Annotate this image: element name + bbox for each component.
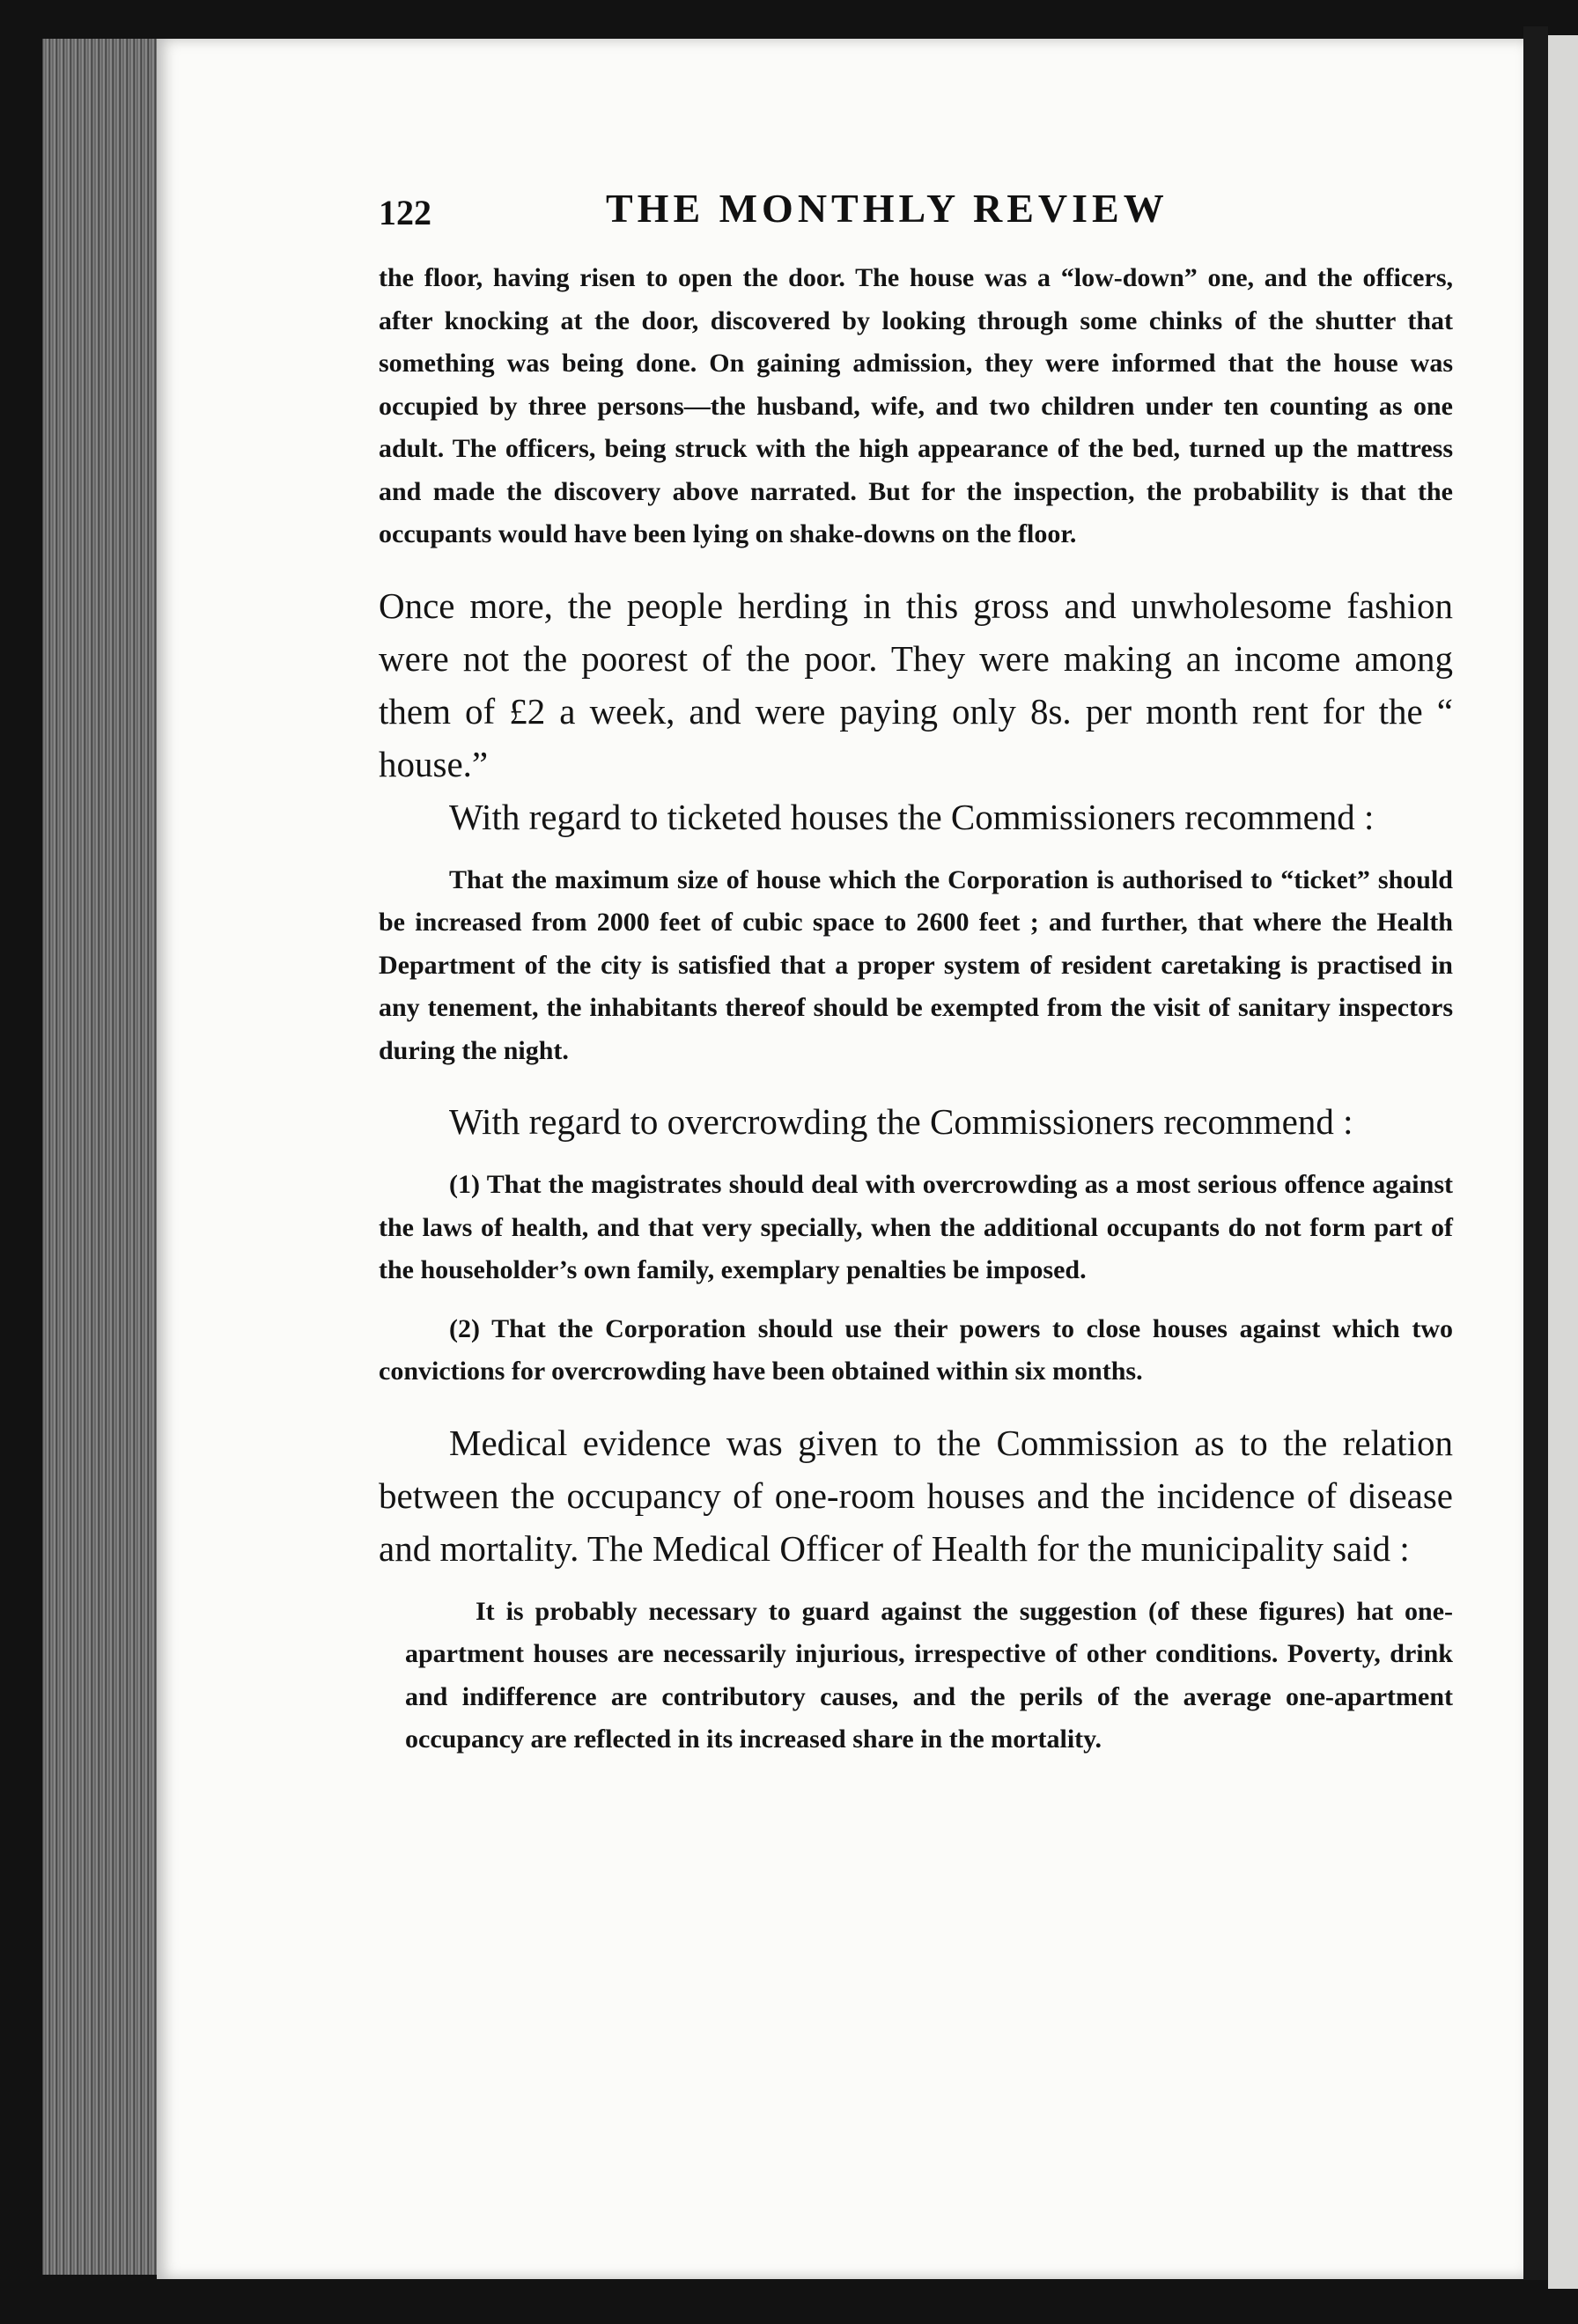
page-header bbox=[379, 186, 1479, 245]
paragraph-ticketed-intro: With regard to ticketed houses the Commissioners recommend : bbox=[449, 796, 1375, 837]
paragraph-continuation: the floor, having risen to open the door. The house was a “low-down” one, and the officers, after knocking at the door, discovered by looking through some chinks of the shutter that something was being done. On gaining admission, they were informed that the house was occupied by three persons—the husband, wife, and two children under ten counting as one adult. The officers, being struck with the high appearance of the bed, turned up the mattress and made the discovery above narrated. But for the inspection, the probability is that the occupants would have been lying on shake-downs on the floor. bbox=[379, 263, 1453, 548]
running-title: THE MONTHLY REVIEW bbox=[606, 186, 1169, 231]
page-gutter-shadow bbox=[1523, 26, 1548, 2280]
facing-page-edge bbox=[1548, 35, 1578, 2289]
paragraph-overcrowding-intro: With regard to overcrowding the Commissioners recommend : bbox=[449, 1101, 1353, 1142]
paragraph-income: Once more, the people herding in this gross and unwholesome fashion were not the poorest of the poor. They were making an income among them of £2 a week, and were paying only 8s. per month rent for the “ house.” bbox=[379, 585, 1453, 784]
quote-medical-officer: It is probably necessary to guard against the suggestion (of these figures) hat one-apartment houses are necessarily injurious, irrespective of other conditions. Poverty, drink and indifference are contributory causes, and the perils of the average one-apartment occupancy are reflected in its increased share in the mortality. bbox=[405, 1596, 1453, 1754]
quote-recommendation-2: (2) That the Corporation should use their powers to close houses against which two convictions for overcrowding have been obtained within six months. bbox=[379, 1313, 1453, 1386]
quote-recommendation-1: (1) That the magistrates should deal with overcrowding as a most serious offence against the laws of health, and that very specially, when the additional occupants do not form part of the householder’s own family, exemplary penalties be imposed. bbox=[379, 1170, 1453, 1284]
page-body bbox=[379, 257, 1453, 1761]
page-number: 122 bbox=[379, 193, 431, 232]
paragraph-medical-evidence: Medical evidence was given to the Commission as to the relation between the occupancy of one-room houses and the incidence of disease and mortality. The Medical Officer of Health for the municipality said : bbox=[379, 1422, 1453, 1569]
book-page-edges bbox=[42, 39, 157, 2275]
quote-ticketed-recommendation: That the maximum size of house which the Corporation is authorised to “ticket” should be increased from 2000 feet of cubic space to 2600 feet ; and further, that where the Health Department of the city is satisfied that a proper system of resident caretaking is practised in any tenement, the inhabitants thereof should be exempted from the visit of sanitary inspectors during the night. bbox=[379, 864, 1453, 1065]
